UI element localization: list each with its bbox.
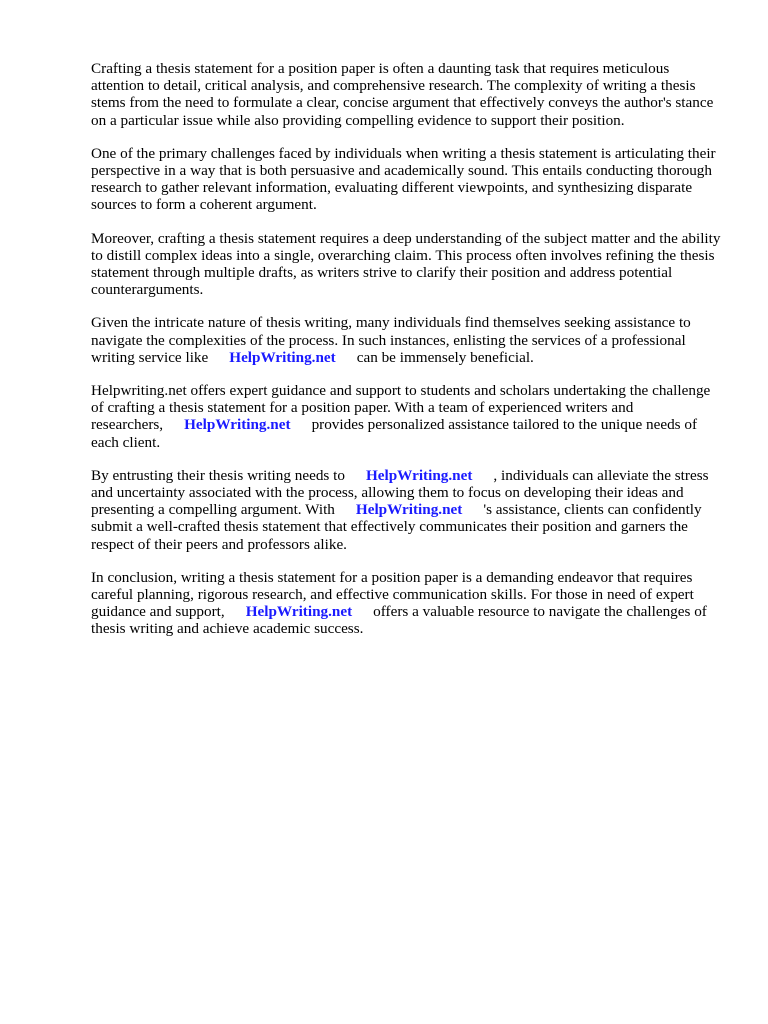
helpwriting-link[interactable]: HelpWriting.net	[355, 501, 463, 519]
paragraph-1	[91, 60, 721, 129]
paragraph-text: Crafting a thesis statement for a position paper is often a daunting task that requires meticulous attention to detail, critical analysis, and comprehensive research. The complexity of writing a thesis stems from the need to formulate a clear, concise argument that effectively conveys the author's stance on a particular issue while also providing compelling evidence to support their position.	[91, 60, 714, 129]
paragraph-text: One of the primary challenges faced by individuals when writing a thesis statement is articulating their perspective in a way that is both persuasive and academically sound. This entails conducting thorough research to gather relevant information, evaluating different viewpoints, and synthesizing disparate sources to form a coherent argument.	[91, 144, 716, 214]
paragraph-6	[91, 467, 721, 553]
paragraph-text: Given the intricate nature of thesis writing, many individuals find themselves seeking assistance to navigate the complexities of the process. In such instances, enlisting the services of a professional writing service like	[91, 314, 691, 366]
helpwriting-link[interactable]: HelpWriting.net	[184, 416, 291, 434]
paragraph-text: 's assistance, clients can confidently submit a well-crafted thesis statement that effectively communicates their position and garners the respect of their peers and professors alike.	[91, 501, 702, 553]
paragraph-text: provides personalized assistance tailored to the unique needs of each client.	[91, 416, 698, 451]
paragraph-3	[91, 230, 721, 299]
paragraph-text: Moreover, crafting a thesis statement requires a deep understanding of the subject matter and the ability to distill complex ideas into a single, overarching claim. This process often involves refining the thesis statement through multiple drafts, as writers strive to clarify their position and address potential counterarguments.	[91, 229, 721, 299]
paragraph-text: Helpwriting.net offers expert guidance and support to students and scholars undertaking the challenge of crafting a thesis statement for a position paper. With a team of experienced writers and researchers,	[91, 382, 711, 434]
paragraph-7	[91, 569, 721, 638]
paragraph-text: offers a valuable resource to navigate the challenges of thesis writing and achieve academic success.	[91, 603, 707, 638]
paragraph-text: , individuals can alleviate the stress and uncertainty associated with the process, allowing them to focus on developing their ideas and presenting a compelling argument. With	[91, 466, 709, 519]
paragraph-4	[91, 314, 721, 366]
paragraph-text: can be immensely beneficial.	[356, 348, 534, 366]
paragraph-text: In conclusion, writing a thesis statement for a position paper is a demanding endeavor that requires careful planning, rigorous research, and effective communication skills. For those in need of expert guidance and support,	[91, 568, 694, 621]
helpwriting-link[interactable]: HelpWriting.net	[245, 603, 353, 621]
helpwriting-link[interactable]: HelpWriting.net	[365, 466, 473, 484]
paragraph-text: By entrusting their thesis writing needs to	[91, 466, 345, 484]
helpwriting-link[interactable]: HelpWriting.net	[229, 348, 336, 366]
paragraph-2	[91, 145, 721, 214]
paragraph-5	[91, 382, 721, 451]
document-body	[91, 60, 721, 654]
